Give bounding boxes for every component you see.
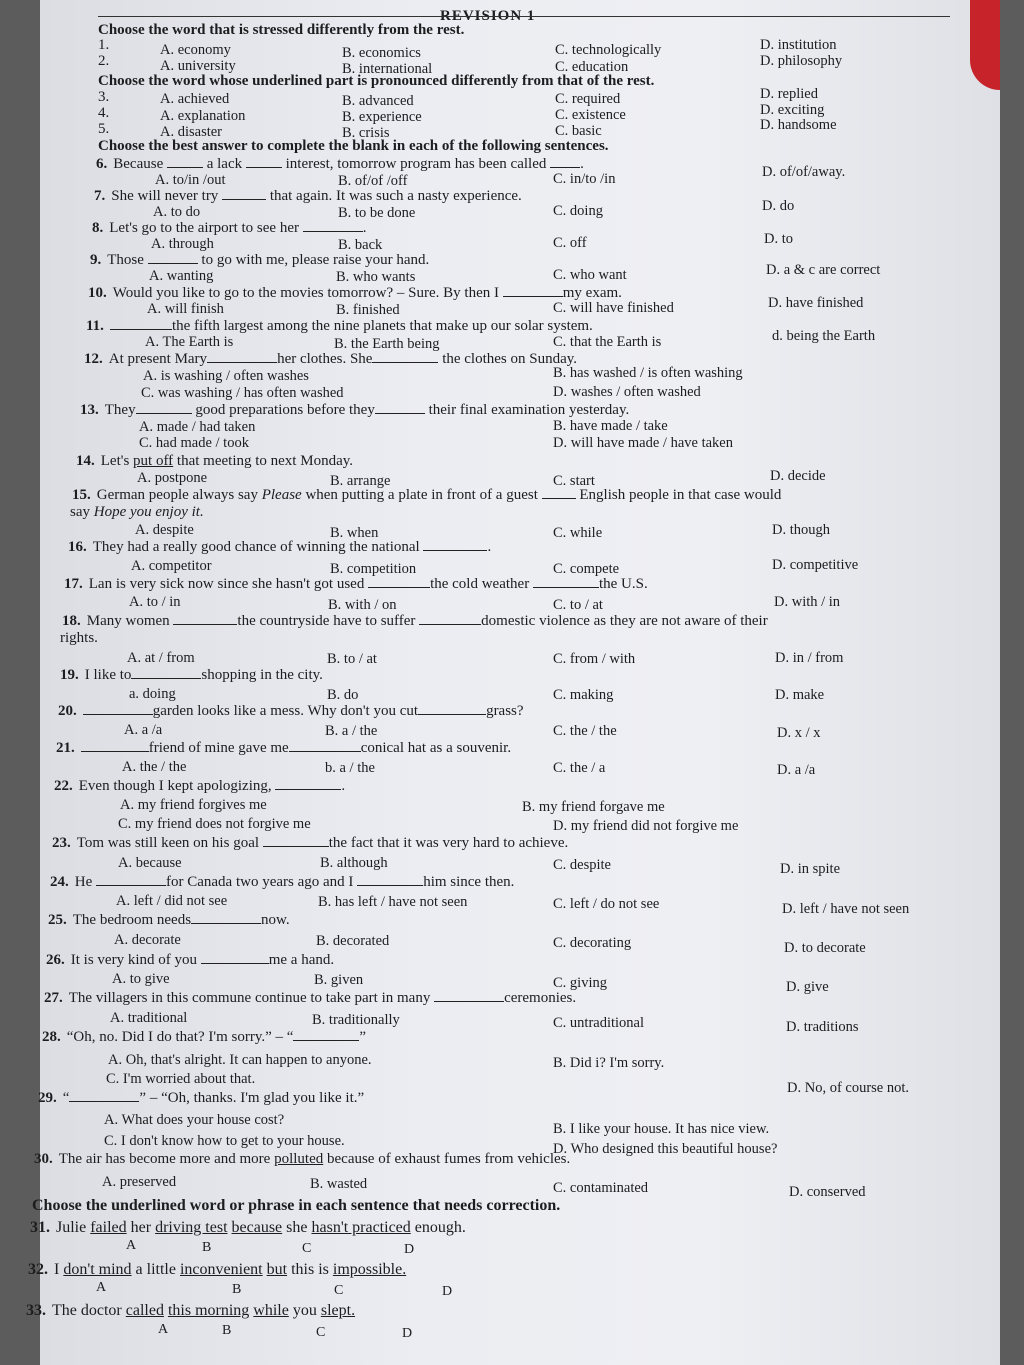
q29-option-d: D. Who designed this beautiful house?: [553, 1141, 778, 1157]
q9-blank[interactable]: [148, 251, 198, 264]
q23-option-a: A. because: [118, 855, 182, 871]
question-25: 25. The bedroom needs now.: [48, 912, 290, 928]
q11-option-d: d. being the Earth: [772, 328, 876, 344]
q15-option-d: D. though: [772, 522, 830, 538]
q3-option-c: C. required: [555, 91, 621, 107]
q22-option-d: D. my friend did not forgive me: [553, 818, 739, 834]
q17-option-c: C. to / at: [553, 597, 603, 613]
question-33: 33. The doctor called this morning while you slept.: [26, 1302, 356, 1319]
q33-part-b[interactable]: this morning: [167, 1302, 250, 1319]
q6-option-a: A. to/in /out: [155, 172, 226, 188]
q10-blank[interactable]: [503, 284, 563, 297]
question-16: 16. They had a really good chance of winning the national .: [68, 539, 492, 555]
q21-blank-1[interactable]: [81, 739, 149, 752]
q12-option-a: A. is washing / often washes: [143, 368, 309, 384]
q22-option-b: B. my friend forgave me: [522, 799, 665, 815]
q15-option-a: A. despite: [135, 522, 194, 538]
q32-label-c: C: [334, 1283, 344, 1298]
q22-option-c: C. my friend does not forgive me: [118, 816, 311, 832]
q13-blank-2[interactable]: [375, 401, 425, 414]
q25-option-c: C. decorating: [553, 935, 632, 951]
q3-option-b: B. advanced: [342, 93, 414, 109]
q31-part-d[interactable]: hasn't practiced: [311, 1219, 411, 1236]
q33-label-c: C: [316, 1325, 326, 1340]
q1-option-c: C. technologically: [555, 42, 662, 58]
q27-option-d: D. traditions: [786, 1019, 859, 1035]
q12-option-d: D. washes / often washed: [553, 384, 701, 400]
q20-option-c: C. the / the: [553, 723, 617, 739]
q10-option-c: C. will have finished: [553, 300, 674, 316]
q4-option-d: D. exciting: [760, 102, 825, 118]
q2-option-b: B. international: [342, 61, 433, 77]
q6-number: 6.: [96, 156, 108, 172]
q31-label-a: A: [126, 1238, 137, 1253]
q6-option-d: D. of/of/away.: [762, 164, 846, 180]
q33-label-d: D: [402, 1326, 413, 1341]
q1-option-d: D. institution: [760, 37, 837, 53]
q22-option-a: A. my friend forgives me: [120, 797, 267, 813]
section-correction-instruction: Choose the underlined word or phrase in each sentence that needs correction.: [32, 1197, 561, 1214]
section-pronunciation-instruction: Choose the word whose underlined part is pronounced differently from that of the rest.: [98, 73, 655, 89]
q18-option-a: A. at / from: [127, 650, 195, 666]
q17-blank-2[interactable]: [533, 575, 599, 588]
question-8: 8. Let's go to the airport to see her .: [92, 220, 367, 236]
q30-option-c: C. contaminated: [553, 1180, 649, 1196]
question-18: 18. Many women the countryside have to suffer domestic violence as they are not aware of their: [62, 613, 768, 629]
q17-option-b: B. with / on: [328, 597, 397, 613]
question-4-number: 4.: [98, 105, 110, 121]
q4-option-b: B. experience: [342, 109, 422, 125]
q3-option-d: D. replied: [760, 86, 818, 102]
q15-blank[interactable]: [542, 486, 576, 499]
q25-option-a: A. decorate: [114, 932, 181, 948]
q16-option-a: A. competitor: [131, 558, 212, 574]
q14-underlined-phrase: put off: [133, 453, 174, 469]
q32-part-a[interactable]: don't mind: [63, 1261, 132, 1278]
q28-option-b: B. Did i? I'm sorry.: [553, 1055, 665, 1071]
question-17: 17. Lan is very sick now since she hasn't got used the cold weather the U.S.: [64, 576, 648, 592]
q25-blank[interactable]: [191, 911, 261, 924]
q29-option-a: A. What does your house cost?: [104, 1112, 285, 1128]
q6-blank-2[interactable]: [246, 155, 282, 168]
question-24: 24. He for Canada two years ago and I him since then.: [50, 874, 515, 890]
q15-option-b: B. when: [330, 525, 379, 541]
q28-option-a: A. Oh, that's alright. It can happen to anyone.: [108, 1052, 372, 1068]
q11-option-a: A. The Earth is: [145, 334, 234, 350]
q21-blank-2[interactable]: [289, 739, 361, 752]
q7-option-b: B. to be done: [338, 205, 416, 221]
question-9: 9. Those to go with me, please raise your hand.: [90, 252, 430, 268]
q19-option-b: B. do: [327, 687, 359, 703]
header-rule: [98, 16, 950, 17]
q13-option-d: D. will have made / have taken: [553, 435, 733, 451]
question-13: 13. They good preparations before they their final examination yesterday.: [80, 402, 630, 418]
q32-label-d: D: [442, 1284, 453, 1299]
q26-option-b: B. given: [314, 972, 364, 988]
q21-option-a: A. the / the: [122, 759, 187, 775]
q14-option-a: A. postpone: [137, 470, 208, 486]
q2-option-d: D. philosophy: [760, 53, 843, 69]
q24-blank-1[interactable]: [96, 873, 166, 886]
question-18-continued: rights.: [60, 630, 98, 646]
q28-option-c: C. I'm worried about that.: [106, 1071, 256, 1087]
question-11: 11. the fifth largest among the nine planets that make up our solar system.: [86, 318, 593, 334]
q18-option-b: B. to / at: [327, 651, 377, 667]
question-31: 31. Julie failed her driving test because she hasn't practiced enough.: [30, 1219, 466, 1236]
q32-label-a: A: [96, 1280, 107, 1295]
q15-option-c: C. while: [553, 525, 603, 541]
q16-blank[interactable]: [423, 538, 487, 551]
q30-option-a: A. preserved: [102, 1174, 177, 1190]
q3-option-a: A. achieved: [160, 91, 230, 107]
question-28: 28. “Oh, no. Did I do that? I'm sorry.” – “ ”: [42, 1029, 367, 1045]
q17-option-a: A. to / in: [129, 594, 181, 610]
q33-label-b: B: [222, 1323, 232, 1338]
q23-option-d: D. in spite: [780, 861, 841, 877]
q31-part-c[interactable]: because: [231, 1219, 283, 1236]
q14-option-b: B. arrange: [330, 473, 391, 489]
q30-underlined-word: polluted: [274, 1151, 324, 1167]
q19-option-a: a. doing: [129, 686, 176, 702]
question-7: 7. She will never try that again. It was such a nasty experience.: [94, 188, 522, 204]
q19-option-d: D. make: [775, 687, 825, 703]
q7-option-c: C. doing: [553, 203, 603, 219]
q31-part-b[interactable]: driving test: [155, 1219, 228, 1236]
question-30: 30. The air has become more and more polluted because of exhaust fumes from vehicles.: [34, 1151, 571, 1167]
q12-blank-2[interactable]: [372, 350, 438, 363]
q27-option-b: B. traditionally: [312, 1012, 400, 1028]
q8-option-b: B. back: [338, 237, 383, 253]
q31-part-a[interactable]: failed: [90, 1219, 127, 1236]
q30-option-d: D. conserved: [789, 1184, 866, 1200]
q6-blank-3[interactable]: [550, 155, 580, 168]
q18-option-c: C. from / with: [553, 651, 636, 667]
q13-option-c: C. had made / took: [139, 435, 249, 451]
q13-option-b: B. have made / take: [553, 418, 668, 434]
q8-option-d: D. to: [764, 231, 793, 247]
q20-blank-1[interactable]: [83, 702, 153, 715]
q31-label-d: D: [404, 1242, 415, 1257]
q16-option-d: D. competitive: [772, 557, 859, 573]
q16-option-b: B. competition: [330, 561, 417, 577]
q31-label-c: C: [302, 1241, 312, 1256]
question-5-number: 5.: [98, 121, 110, 137]
question-19: 19. I like to shopping in the city.: [60, 667, 323, 683]
section-complete-instruction: Choose the best answer to complete the blank in each of the following sentences.: [98, 138, 609, 154]
question-2-number: 2.: [98, 53, 110, 69]
q9-option-c: C. who want: [553, 267, 627, 283]
q11-option-b: B. the Earth being: [334, 336, 440, 352]
q18-option-d: D. in / from: [775, 650, 844, 666]
question-3-number: 3.: [98, 89, 110, 105]
q33-part-d[interactable]: slept.: [320, 1302, 356, 1319]
q21-option-d: D. a /a: [777, 762, 816, 778]
q9-option-b: B. who wants: [336, 269, 416, 285]
q26-option-c: C. giving: [553, 975, 607, 991]
q26-blank[interactable]: [201, 951, 269, 964]
page-title: REVISION 1: [440, 8, 536, 24]
q19-blank[interactable]: [131, 666, 201, 679]
question-20: 20. garden looks like a mess. Why don't you cut grass?: [58, 703, 524, 719]
q21-option-c: C. the / a: [553, 760, 606, 776]
q27-blank[interactable]: [434, 989, 504, 1002]
question-22: 22. Even though I kept apologizing, .: [54, 778, 346, 794]
q14-option-c: C. start: [553, 473, 595, 489]
q6-option-c: C. in/to /in: [553, 171, 616, 187]
q26-option-d: D. give: [786, 979, 829, 995]
q10-option-d: D. have finished: [768, 295, 864, 311]
q20-option-a: A. a /a: [124, 722, 163, 738]
q25-option-b: B. decorated: [316, 933, 390, 949]
q23-option-c: C. despite: [553, 857, 611, 873]
question-10: 10. Would you like to go to the movies tomorrow? – Sure. By then I my exam.: [88, 285, 622, 301]
q9-option-d: D. a & c are correct: [766, 262, 881, 278]
question-26: 26. It is very kind of you me a hand.: [46, 952, 335, 968]
q6-option-b: B. of/of /off: [338, 173, 408, 189]
question-23: 23. Tom was still keen on his goal the fact that it was very hard to achieve.: [52, 835, 569, 851]
q13-blank-1[interactable]: [136, 401, 192, 414]
q27-option-c: C. untraditional: [553, 1015, 645, 1031]
q20-blank-2[interactable]: [418, 702, 486, 715]
question-27: 27. The villagers in this commune continue to take part in many ceremonies.: [44, 990, 577, 1006]
q31-label-b: B: [202, 1240, 212, 1255]
q23-option-b: B. although: [320, 855, 388, 871]
q4-option-c: C. existence: [555, 107, 626, 123]
q2-option-a: A. university: [160, 58, 236, 74]
q5-option-c: C. basic: [555, 123, 602, 139]
q2-option-c: C. education: [555, 59, 629, 75]
question-12: 12. At present Mary her clothes. She the clothes on Sunday.: [84, 351, 578, 367]
q8-option-a: A. through: [151, 236, 214, 252]
q33-part-a[interactable]: called: [125, 1302, 164, 1319]
q22-blank[interactable]: [275, 777, 341, 790]
q19-option-c: C. making: [553, 687, 614, 703]
q32-part-c[interactable]: but: [266, 1261, 288, 1278]
q8-option-c: C. off: [553, 235, 587, 251]
q30-option-b: B. wasted: [310, 1176, 368, 1192]
q29-blank[interactable]: [69, 1089, 139, 1102]
q32-part-d[interactable]: impossible.: [332, 1261, 407, 1278]
q33-part-c[interactable]: while: [253, 1302, 289, 1319]
question-14: 14. Let's put off that meeting to next Monday.: [76, 453, 353, 469]
question-21: 21. friend of mine gave me conical hat as a souvenir.: [56, 740, 512, 756]
q5-option-b: B. crisis: [342, 125, 390, 141]
q17-blank-1[interactable]: [368, 575, 430, 588]
q18-blank-1[interactable]: [173, 612, 237, 625]
q12-option-c: C. was washing / has often washed: [141, 385, 344, 401]
q11-option-c: C. that the Earth is: [553, 334, 662, 350]
q33-label-a: A: [158, 1322, 169, 1337]
q16-option-c: C. compete: [553, 561, 620, 577]
q13-option-a: A. made / had taken: [139, 419, 256, 435]
q27-option-a: A. traditional: [110, 1010, 188, 1026]
q11-blank[interactable]: [110, 317, 172, 330]
question-29: 29. “ ” – “Oh, thanks. I'm glad you like it.”: [38, 1090, 365, 1106]
q10-option-a: A. will finish: [147, 301, 224, 317]
q24-option-b: B. has left / have not seen: [318, 894, 468, 910]
red-folder-edge: [970, 0, 1000, 90]
q14-option-d: D. decide: [770, 468, 826, 484]
q28-option-d: D. No, of course not.: [787, 1080, 910, 1096]
q23-blank[interactable]: [263, 834, 329, 847]
q12-option-b: B. has washed / is often washing: [553, 365, 743, 381]
q24-blank-2[interactable]: [357, 873, 423, 886]
q6-blank-1[interactable]: [167, 155, 203, 168]
q32-label-b: B: [232, 1282, 242, 1297]
q21-option-b: b. a / the: [325, 760, 375, 776]
question-6: 6. Because a lack interest, tomorrow program has been called .: [96, 156, 584, 172]
q29-option-c: C. I don't know how to get to your house.: [104, 1133, 345, 1149]
q5-option-a: A. disaster: [160, 124, 223, 140]
q1-option-b: B. economics: [342, 45, 421, 61]
q29-option-b: B. I like your house. It has nice view.: [553, 1121, 770, 1137]
question-1-number: 1.: [98, 37, 110, 53]
question-32: 32. I don't mind a little inconvenient but this is impossible.: [28, 1261, 407, 1278]
q8-blank[interactable]: [303, 219, 363, 232]
question-15-continued: say Hope you enjoy it.: [70, 504, 204, 520]
q24-option-d: D. left / have not seen: [782, 901, 910, 917]
q28-blank[interactable]: [293, 1028, 359, 1041]
q4-option-a: A. explanation: [160, 108, 246, 124]
q5-option-d: D. handsome: [760, 117, 837, 133]
q20-option-d: D. x / x: [777, 725, 821, 741]
section-stress-instruction: Choose the word that is stressed differently from the rest.: [98, 22, 465, 38]
q10-option-b: B. finished: [336, 302, 400, 318]
q20-option-b: B. a / the: [325, 723, 378, 739]
q1-option-a: A. economy: [160, 42, 231, 58]
q25-option-d: D. to decorate: [784, 940, 866, 956]
q17-option-d: D. with / in: [774, 594, 841, 610]
q7-option-a: A. to do: [153, 204, 201, 220]
q18-blank-2[interactable]: [419, 612, 481, 625]
q32-part-b[interactable]: inconvenient: [179, 1261, 263, 1278]
q9-option-a: A. wanting: [149, 268, 214, 284]
q12-blank-1[interactable]: [207, 350, 277, 363]
question-15: 15. German people always say Please when putting a plate in front of a guest English people in that case would: [72, 487, 782, 503]
q7-blank[interactable]: [222, 187, 266, 200]
q24-option-c: C. left / do not see: [553, 896, 660, 912]
q26-option-a: A. to give: [112, 971, 170, 987]
q24-option-a: A. left / did not see: [116, 893, 228, 909]
q7-option-d: D. do: [762, 198, 795, 214]
